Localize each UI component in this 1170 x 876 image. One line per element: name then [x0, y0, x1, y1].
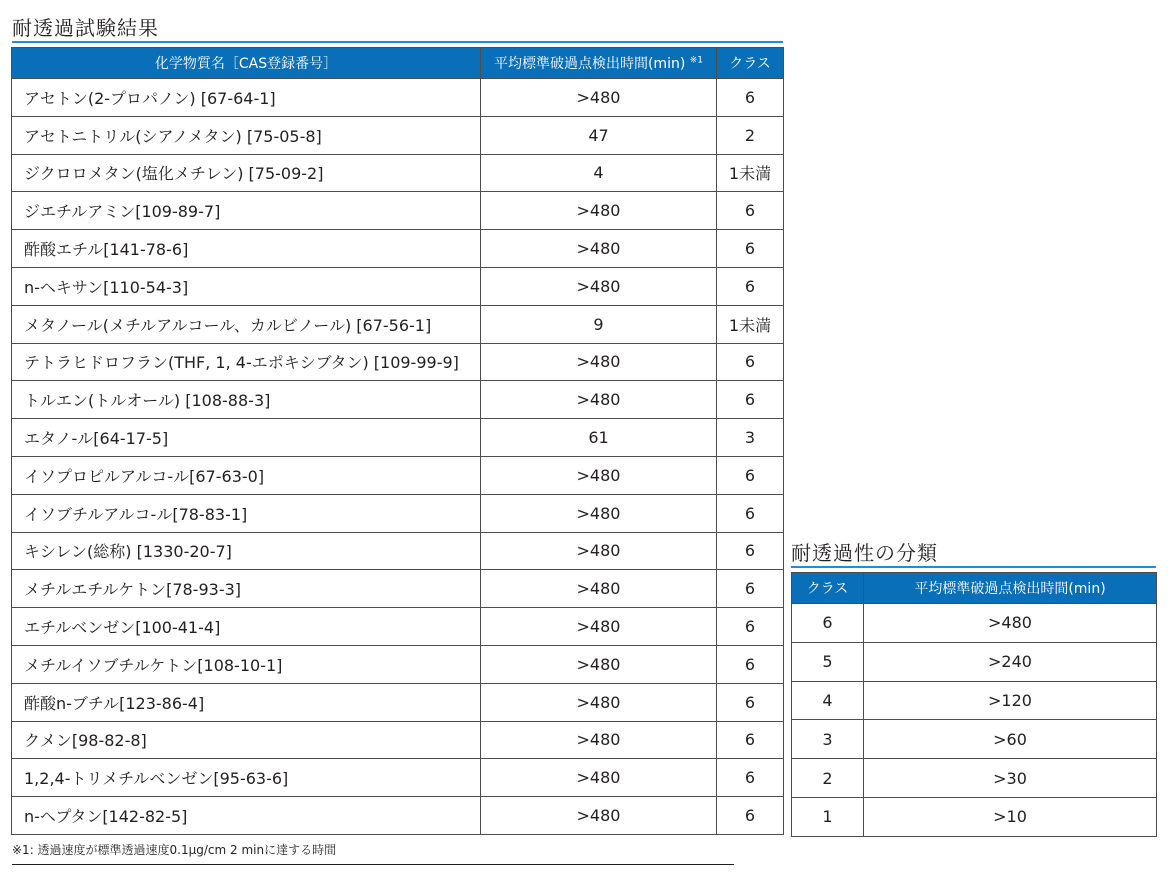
table-row: [12, 721, 784, 759]
class-cell: 6: [717, 79, 784, 117]
table-row: [792, 759, 1157, 798]
table-row: [12, 759, 784, 797]
table-row: [12, 419, 784, 457]
results-title: 耐透過試験結果: [12, 16, 159, 40]
classification-title: 耐透過性の分類: [791, 541, 938, 565]
class-cell: 6: [717, 645, 784, 683]
table-row: [12, 570, 784, 608]
table-row: [12, 343, 784, 381]
chemical-column-header: 化学物質名［CAS登録番号］: [12, 48, 481, 79]
classification-time-cell: >30: [864, 759, 1157, 798]
table-row: [12, 305, 784, 343]
chemical-name-cell: アセトニトリル(シアノメタン) [75-05-8]: [12, 116, 481, 154]
chemical-name-cell: メチルイソブチルケトン[108-10-1]: [12, 645, 481, 683]
chemical-name-cell: エチルベンゼン[100-41-4]: [12, 608, 481, 646]
class-cell: 6: [717, 608, 784, 646]
classification-class-cell: 3: [792, 720, 864, 759]
breakthrough-time-cell: 4: [481, 154, 717, 192]
table-row: [12, 608, 784, 646]
classification-time-cell: >480: [864, 604, 1157, 643]
chemical-name-cell: アセトン(2-プロパノン) [67-64-1]: [12, 79, 481, 117]
table-row: [12, 267, 784, 305]
table-row: [12, 79, 784, 117]
breakthrough-time-cell: >480: [481, 608, 717, 646]
class-cell: 6: [717, 797, 784, 835]
classification-class-cell: 1: [792, 797, 864, 836]
footnote: ※1: 透過速度が標準透過速度0.1μg/cm 2 minに達する時間: [12, 843, 337, 857]
table-row: [12, 494, 784, 532]
class-cell: 6: [717, 570, 784, 608]
class-cell: 6: [717, 343, 784, 381]
breakthrough-time-cell: >480: [481, 532, 717, 570]
class-cell: 1未満: [717, 305, 784, 343]
breakthrough-time-cell: >480: [481, 721, 717, 759]
breakthrough-time-cell: >480: [481, 456, 717, 494]
breakthrough-time-cell: 47: [481, 116, 717, 154]
results-table: [11, 47, 784, 835]
chemical-name-cell: エタノ-ル[64-17-5]: [12, 419, 481, 457]
class-cell: 6: [717, 381, 784, 419]
footnote-rule: [12, 864, 734, 865]
classification-header-row: [792, 573, 1157, 604]
table-row: [12, 797, 784, 835]
breakthrough-time-cell: 9: [481, 305, 717, 343]
classification-title-rule: [791, 566, 1156, 568]
chemical-name-cell: n-ヘキサン[110-54-3]: [12, 267, 481, 305]
class-cell: 2: [717, 116, 784, 154]
class-column-header: クラス: [717, 48, 784, 79]
time-column-header: [481, 48, 717, 79]
class-cell: 6: [717, 683, 784, 721]
breakthrough-time-cell: >480: [481, 381, 717, 419]
chemical-name-cell: イソプロピルアルコ-ル[67-63-0]: [12, 456, 481, 494]
table-row: [12, 230, 784, 268]
chemical-name-cell: 1,2,4-トリメチルベンゼン[95-63-6]: [12, 759, 481, 797]
table-row: [12, 154, 784, 192]
class-cell: 6: [717, 267, 784, 305]
breakthrough-time-cell: >480: [481, 645, 717, 683]
table-row: [12, 192, 784, 230]
classification-time-cell: >60: [864, 720, 1157, 759]
class-cell: 3: [717, 419, 784, 457]
classification-class-cell: 2: [792, 759, 864, 798]
classification-time-header: 平均標準破過点検出時間(min): [864, 573, 1157, 604]
table-row: [12, 683, 784, 721]
breakthrough-time-cell: >480: [481, 343, 717, 381]
chemical-name-cell: メチルエチルケトン[78-93-3]: [12, 570, 481, 608]
table-row: [12, 645, 784, 683]
chemical-name-cell: n-ヘプタン[142-82-5]: [12, 797, 481, 835]
table-row: [792, 642, 1157, 681]
breakthrough-time-cell: >480: [481, 797, 717, 835]
breakthrough-time-cell: 61: [481, 419, 717, 457]
class-cell: 6: [717, 230, 784, 268]
time-column-label: 平均標準破過点検出時間(min): [493, 56, 686, 72]
table-row: [12, 116, 784, 154]
class-cell: 1未満: [717, 154, 784, 192]
class-cell: 6: [717, 721, 784, 759]
chemical-name-cell: ジエチルアミン[109-89-7]: [12, 192, 481, 230]
classification-time-cell: >120: [864, 681, 1157, 720]
class-cell: 6: [717, 532, 784, 570]
results-title-rule: [12, 41, 783, 43]
classification-class-cell: 5: [792, 642, 864, 681]
table-row: [12, 532, 784, 570]
breakthrough-time-cell: >480: [481, 570, 717, 608]
breakthrough-time-cell: >480: [481, 267, 717, 305]
breakthrough-time-cell: >480: [481, 759, 717, 797]
chemical-name-cell: ジクロロメタン(塩化メチレン) [75-09-2]: [12, 154, 481, 192]
table-row: [792, 681, 1157, 720]
table-row: [12, 381, 784, 419]
table-row: [12, 456, 784, 494]
class-cell: 6: [717, 494, 784, 532]
chemical-name-cell: トルエン(トルオール) [108-88-3]: [12, 381, 481, 419]
table-row: [792, 604, 1157, 643]
breakthrough-time-cell: >480: [481, 494, 717, 532]
classification-table: [791, 572, 1157, 837]
footnote-marker: ※1: [689, 55, 704, 66]
results-header-row: [12, 48, 784, 79]
classification-class-cell: 4: [792, 681, 864, 720]
classification-time-cell: >10: [864, 797, 1157, 836]
breakthrough-time-cell: >480: [481, 683, 717, 721]
chemical-name-cell: テトラヒドロフラン(THF, 1, 4-エポキシブタン) [109-99-9]: [12, 343, 481, 381]
chemical-name-cell: イソブチルアルコ-ル[78-83-1]: [12, 494, 481, 532]
breakthrough-time-cell: >480: [481, 192, 717, 230]
chemical-name-cell: メタノール(メチルアルコール、カルビノール) [67-56-1]: [12, 305, 481, 343]
chemical-name-cell: 酢酸エチル[141-78-6]: [12, 230, 481, 268]
classification-class-cell: 6: [792, 604, 864, 643]
breakthrough-time-cell: >480: [481, 79, 717, 117]
class-cell: 6: [717, 759, 784, 797]
class-cell: 6: [717, 456, 784, 494]
table-row: [792, 797, 1157, 836]
classification-class-header: クラス: [792, 573, 864, 604]
chemical-name-cell: キシレン(総称) [1330-20-7]: [12, 532, 481, 570]
table-row: [792, 720, 1157, 759]
breakthrough-time-cell: >480: [481, 230, 717, 268]
chemical-name-cell: 酢酸n-ブチル[123-86-4]: [12, 683, 481, 721]
chemical-name-cell: クメン[98-82-8]: [12, 721, 481, 759]
classification-time-cell: >240: [864, 642, 1157, 681]
class-cell: 6: [717, 192, 784, 230]
